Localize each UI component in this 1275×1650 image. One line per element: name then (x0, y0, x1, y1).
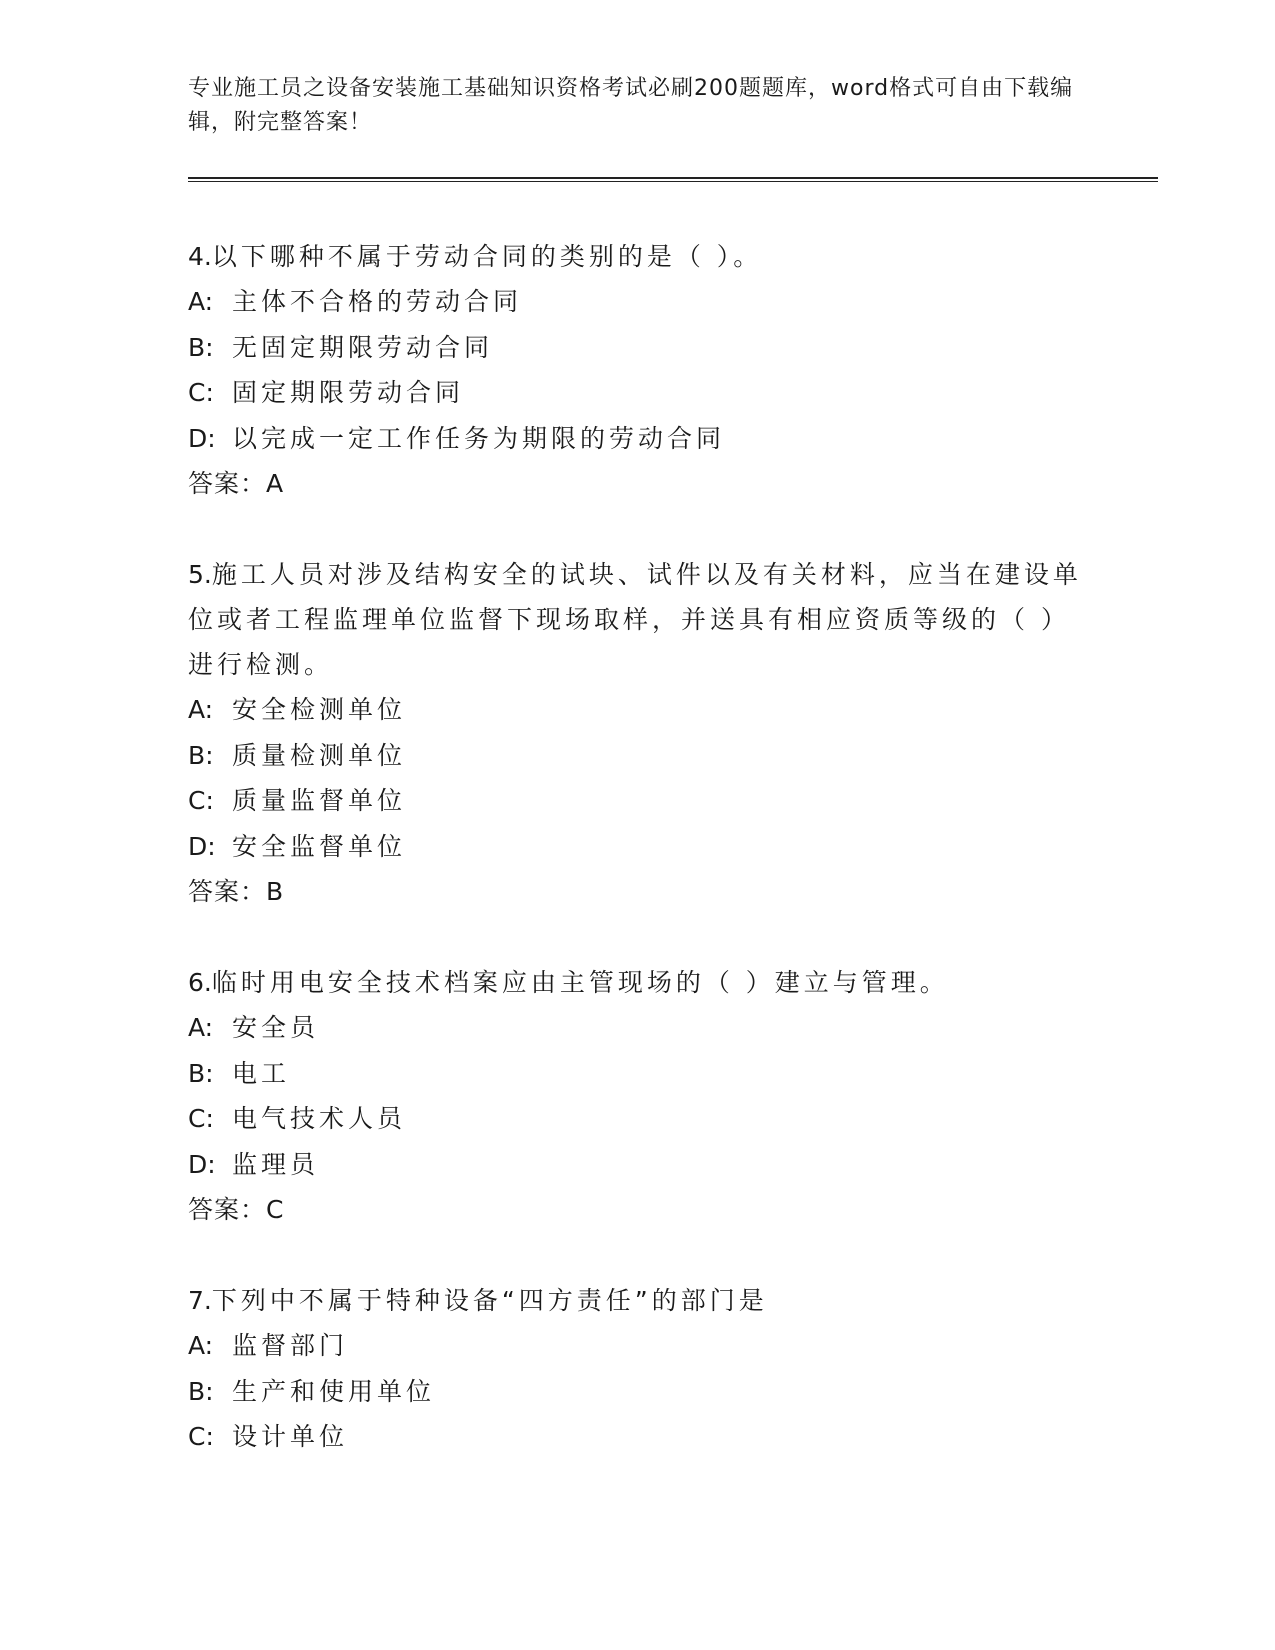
option-letter: A: (188, 695, 214, 724)
header-divider (188, 177, 1158, 182)
question-stem (188, 1278, 1088, 1323)
option-c (188, 370, 1088, 416)
question-text: 下列中不属于特种设备“四方责任”的部门是 (211, 1286, 768, 1315)
option-b (188, 1051, 1088, 1097)
question-5 (188, 552, 1088, 914)
option-c (188, 1096, 1088, 1142)
question-4 (188, 234, 1088, 506)
question-text: 临时用电安全技术档案应由主管现场的（ ）建立与管理。 (211, 968, 949, 997)
question-list (188, 234, 1088, 1506)
option-text: 主体不合格的劳动合同 (232, 287, 523, 316)
question-7 (188, 1278, 1088, 1460)
question-text: 以下哪种不属于劳动合同的类别的是（ ）。 (211, 242, 763, 271)
option-text: 无固定期限劳动合同 (232, 332, 494, 362)
option-letter: A: (188, 287, 214, 316)
question-number: 5. (188, 560, 212, 589)
question-stem (188, 234, 1088, 279)
option-text: 安全员 (232, 1013, 320, 1042)
option-letter: B: (188, 1058, 214, 1088)
option-letter: A: (188, 1013, 214, 1042)
option-text: 固定期限劳动合同 (232, 378, 465, 407)
answer-line: 答案：C (188, 1195, 285, 1224)
option-text: 安全监督单位 (232, 831, 407, 861)
option-letter: C: (188, 1422, 214, 1451)
option-text: 设计单位 (232, 1422, 349, 1451)
option-text: 质量检测单位 (232, 740, 407, 770)
option-a (188, 1005, 1088, 1051)
question-number: 7. (188, 1286, 212, 1315)
question-stem (188, 552, 1088, 687)
option-d (188, 824, 1088, 870)
option-letter: B: (188, 1376, 214, 1406)
option-b (188, 325, 1088, 371)
option-letter: D: (188, 423, 216, 453)
option-text: 安全检测单位 (232, 695, 407, 724)
option-a (188, 1323, 1088, 1369)
question-number: 6. (188, 968, 212, 997)
option-letter: C: (188, 1104, 214, 1133)
option-a (188, 687, 1088, 733)
option-a (188, 279, 1088, 325)
answer-line: 答案：B (188, 877, 285, 906)
option-c (188, 778, 1088, 824)
option-text: 监督部门 (232, 1331, 349, 1360)
document-header: 专业施工员之设备安装施工基础知识资格考试必刷200题题库，word格式可自由下载编辑，附完整答案！ (188, 76, 1074, 135)
question-text: 施工人员对涉及结构安全的试块、试件以及有关材料，应当在建设单位或者工程监理单位监督下现场取样，并送具有相应资质等级的（ ）进行检测。 (188, 560, 1082, 679)
option-letter: A: (188, 1331, 214, 1360)
question-6 (188, 960, 1088, 1232)
option-letter: C: (188, 786, 214, 815)
option-letter: D: (188, 1149, 216, 1179)
option-text: 监理员 (232, 1149, 320, 1179)
option-d (188, 416, 1088, 462)
option-d (188, 1142, 1088, 1188)
question-stem (188, 960, 1088, 1005)
option-text: 以完成一定工作任务为期限的劳动合同 (232, 423, 726, 453)
option-b (188, 1369, 1088, 1415)
option-text: 电工 (232, 1058, 291, 1088)
option-text: 质量监督单位 (232, 786, 407, 815)
option-text: 电气技术人员 (232, 1104, 407, 1133)
option-b (188, 733, 1088, 779)
answer-line: 答案：A (188, 469, 285, 498)
option-letter: B: (188, 740, 214, 770)
option-letter: C: (188, 378, 214, 407)
option-text: 生产和使用单位 (232, 1376, 436, 1406)
option-letter: D: (188, 831, 216, 861)
question-number: 4. (188, 242, 212, 271)
option-c (188, 1414, 1088, 1460)
option-letter: B: (188, 332, 214, 362)
